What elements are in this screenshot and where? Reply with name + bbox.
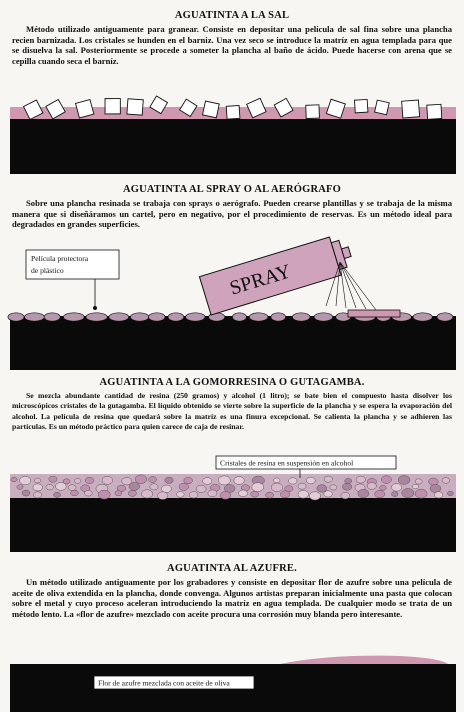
resin-crystal bbox=[309, 492, 320, 500]
resin-grain bbox=[130, 313, 148, 321]
resin-crystal bbox=[158, 492, 168, 500]
spray-can bbox=[199, 233, 355, 315]
resin-crystal bbox=[208, 490, 217, 497]
resin-crystal bbox=[402, 488, 414, 497]
resin-grain bbox=[86, 313, 107, 321]
resin-crystal bbox=[280, 491, 290, 498]
diagram-gutagamba bbox=[0, 452, 464, 552]
resin-crystal bbox=[161, 485, 171, 492]
resin-crystal bbox=[341, 492, 350, 498]
label-text-line1: Película protectora bbox=[31, 254, 89, 263]
plate bbox=[10, 498, 456, 552]
resin-crystal bbox=[274, 478, 280, 483]
resin-crystal bbox=[11, 477, 17, 482]
resin-crystal bbox=[289, 478, 298, 484]
section-title-azufre: AGUATINTA AL AZUFRE. bbox=[167, 563, 297, 574]
resin-crystal bbox=[298, 483, 306, 489]
resin-crystal bbox=[358, 489, 369, 497]
salt-crystal bbox=[105, 99, 120, 114]
resin-crystal bbox=[391, 492, 398, 497]
salt-crystal bbox=[427, 104, 442, 119]
resin-crystal bbox=[34, 478, 40, 483]
resin-crystal bbox=[415, 489, 427, 498]
resin-grain bbox=[271, 313, 286, 321]
resin-grain bbox=[437, 313, 453, 321]
resin-grain bbox=[413, 313, 432, 321]
section-title-gutagamba: AGUATINTA A LA GOMORRESINA O GUTAGAMBA. bbox=[99, 377, 365, 388]
resin-crystal bbox=[345, 478, 352, 483]
resin-crystal bbox=[85, 490, 93, 496]
label-leader-dot bbox=[93, 306, 97, 310]
resin-crystal bbox=[98, 490, 110, 499]
plate bbox=[10, 316, 456, 370]
spray-line bbox=[340, 262, 356, 308]
salt-crystal bbox=[226, 105, 240, 119]
resin-crystal bbox=[85, 477, 94, 483]
resin-crystal bbox=[128, 490, 136, 496]
salt-crystal bbox=[354, 99, 367, 112]
resin-crystal bbox=[196, 485, 206, 492]
resin-crystal bbox=[342, 483, 351, 490]
resin-crystal bbox=[266, 492, 274, 498]
resin-crystal bbox=[434, 492, 443, 498]
section-title-spray: AGUATINTA AL SPRAY O AL AERÓGRAFO bbox=[122, 184, 342, 195]
resin-grain bbox=[292, 313, 310, 321]
resin-crystal bbox=[234, 477, 244, 485]
resin-crystal bbox=[412, 484, 418, 489]
resin-crystal bbox=[49, 476, 57, 482]
resin-crystal bbox=[71, 490, 79, 496]
salt-crystal bbox=[402, 100, 420, 118]
resin-crystal bbox=[375, 490, 385, 498]
resin-crystal bbox=[442, 478, 450, 484]
section-text-sal: Método utilizado antiguamente para granear. Consiste en depositar una película de sal fina sobre una plancha recien barnizada. Los cristales se hunden en el barniz. Una vez seco se introduce la matríz en agua templada para que se disuelva la sal. Posteriormente se procede a someter la plancha al baño de ácido. Puede hacerse con arena que se cepilla cuando seca el barníz. bbox=[12, 24, 452, 66]
resin-grain bbox=[249, 313, 268, 321]
resin-grain bbox=[24, 313, 44, 321]
resin-crystal bbox=[189, 492, 198, 499]
resin-crystal bbox=[22, 490, 30, 496]
resin-crystal bbox=[46, 484, 53, 490]
oil-film bbox=[280, 656, 448, 664]
resin-crystal bbox=[135, 475, 147, 484]
resin-crystal bbox=[141, 490, 152, 498]
resin-crystal bbox=[220, 491, 230, 499]
resin-crystal bbox=[251, 491, 259, 497]
salt-crystal bbox=[306, 105, 320, 119]
resin-crystal bbox=[20, 476, 31, 484]
resin-crystal bbox=[391, 483, 401, 491]
plate bbox=[10, 118, 456, 174]
resin-crystal bbox=[115, 491, 122, 496]
resin-grain bbox=[63, 313, 84, 321]
resin-crystal bbox=[184, 477, 193, 484]
resin-crystal bbox=[150, 484, 158, 490]
resin-grain bbox=[8, 313, 24, 321]
resin-grain bbox=[186, 313, 205, 321]
resin-crystal bbox=[74, 478, 81, 483]
resin-crystal bbox=[17, 485, 23, 490]
protective-film bbox=[348, 310, 400, 317]
resin-grain bbox=[109, 313, 129, 321]
resin-grain bbox=[314, 313, 333, 321]
spray-line bbox=[340, 262, 366, 309]
diagram-azufre bbox=[0, 650, 464, 712]
resin-crystal bbox=[306, 477, 315, 484]
resin-crystal bbox=[324, 491, 332, 497]
resin-crystal bbox=[356, 476, 365, 483]
resin-crystal bbox=[415, 479, 422, 484]
resin-crystal bbox=[203, 478, 212, 485]
resin-grain bbox=[168, 313, 184, 321]
resin-crystal bbox=[33, 484, 43, 491]
resin-crystal bbox=[54, 492, 61, 497]
resin-crystal bbox=[381, 476, 391, 484]
resin-crystal bbox=[33, 492, 41, 498]
resin-crystal bbox=[398, 475, 410, 484]
label-text-line2: de plástico bbox=[31, 266, 64, 275]
label-text: Flor de azufre mezclada con aceite de oliva bbox=[98, 678, 230, 688]
diagram-spray bbox=[0, 240, 464, 370]
salt-crystal bbox=[203, 101, 220, 118]
resin-crystal bbox=[447, 491, 453, 496]
resin-crystal bbox=[239, 490, 248, 497]
salt-crystal bbox=[375, 100, 390, 115]
resin-crystal bbox=[179, 483, 189, 490]
resin-crystal bbox=[271, 483, 283, 492]
resin-crystal bbox=[330, 485, 337, 490]
resin-crystal bbox=[252, 483, 264, 492]
resin-crystal bbox=[56, 482, 67, 490]
resin-crystal bbox=[165, 477, 173, 483]
label-text: Cristales de resina en suspensión en alcohol bbox=[220, 458, 354, 468]
resin-crystal bbox=[429, 478, 439, 485]
salt-crystal bbox=[127, 99, 143, 115]
resin-crystal bbox=[102, 476, 113, 484]
spray-label: SPRAY bbox=[227, 260, 294, 300]
resin-grain bbox=[148, 313, 165, 321]
section-title-sal: AGUATINTA A LA SAL bbox=[174, 10, 290, 21]
resin-grain bbox=[44, 313, 60, 321]
resin-crystal bbox=[149, 477, 157, 483]
section-text-gutagamba: Se mezcla abundante cantidad de resina (250 gramos) y alcohol (1 litro); se bate bien el compuesto hasta disolver los microscópicos cristales de la gutagamba. El líquido obtenido se vierte sobre la superficie de la plancha y se espera la evaporación del alcohol. La película de resina que quedará sobre la matríz es una finura excepcional. Se calienta la plancha y se adhieren las partículas. Es un método práctico para quien carece de caja de resinar. bbox=[12, 391, 452, 431]
section-text-azufre: Un método utilizado antiguamente por los grabadores y consiste en depositar flor de azufre sobre una película de aceite de oliva extendida en la plancha, donde convenga. Algunos artistas preparan inicialmente una pasta que colocan sobre el metal y cuyo proceso aceleran introduciendo la matríz en agua templada. De cualquier modo se trata de un método lento. La «flor de azufre» mezclado con aceite procura una corrosión muy blanda pero interesante. bbox=[12, 577, 452, 619]
salt-crystal bbox=[76, 100, 94, 118]
resin-crystal bbox=[68, 485, 76, 491]
resin-grain bbox=[232, 313, 246, 321]
resin-crystal bbox=[324, 476, 332, 482]
resin-crystal bbox=[129, 482, 140, 490]
resin-crystal bbox=[367, 483, 376, 490]
resin-crystal bbox=[177, 492, 185, 498]
resin-crystal bbox=[430, 484, 441, 492]
resin-crystal bbox=[298, 490, 308, 498]
resin-crystal bbox=[380, 485, 387, 490]
resin-crystal bbox=[218, 476, 230, 485]
section-text-spray: Sobre una plancha resinada se trabaja con sprays o aerógrafo. Pueden crearse plantillas y se trabaja de la misma manera que si diseñáramos un cartel, pero en negativo, por el procedimiento de reservas. Es un método ideal para degradados en grandes superficies. bbox=[12, 198, 452, 230]
diagram-sal bbox=[0, 80, 464, 174]
